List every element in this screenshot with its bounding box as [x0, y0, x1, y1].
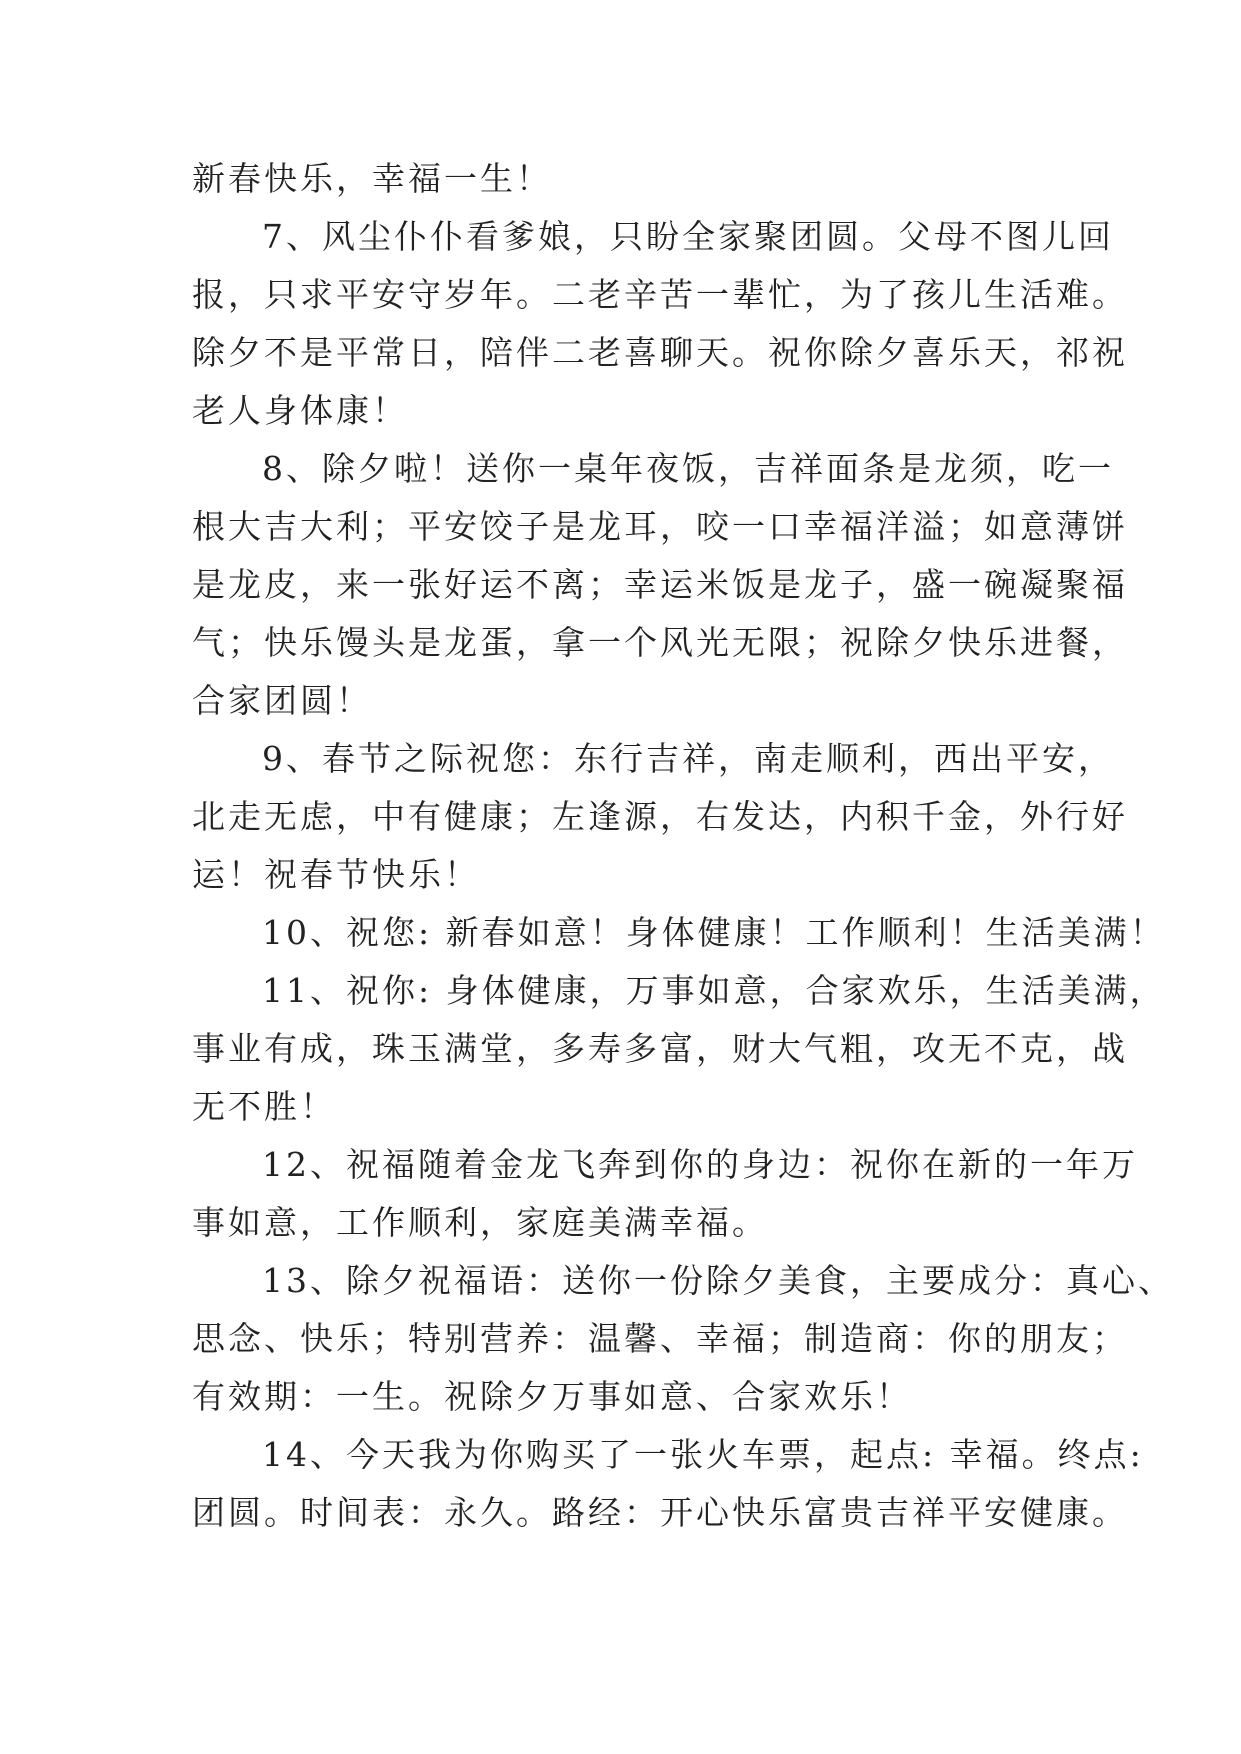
- paragraph-10: [192, 904, 1166, 962]
- paragraph-1: [192, 150, 1072, 208]
- text-line: 事业有成，珠玉满堂，多寿多富，财大气粗，攻无不克，战: [192, 1029, 1128, 1068]
- text-line: 除夕不是平常日，陪伴二老喜聊天。祝你除夕喜乐天，祁祝: [192, 333, 1128, 372]
- text-line: 11、祝你: 身体健康，万事如意，合家欢乐，生活美满，: [262, 971, 1166, 1010]
- text-line: 14、今天我为你购买了一张火车票，起点: 幸福。终点:: [262, 1435, 1144, 1474]
- text-line: 北走无虑，中有健康；左逢源，右发达，内积千金，外行好: [192, 797, 1128, 836]
- paragraph-11: [192, 962, 1166, 1136]
- text-line: 8、除夕啦！送你一桌年夜饭，吉祥面条是龙须，吃一: [262, 449, 1114, 488]
- text-line: 无不胜！: [192, 1087, 336, 1126]
- paragraph-13: [192, 1252, 1174, 1426]
- paragraph-12: [192, 1136, 1138, 1252]
- text-line: 13、除夕祝福语：送你一份除夕美食，主要成分：真心、: [262, 1261, 1174, 1300]
- text-line: 12、祝福随着金龙飞奔到你的身边：祝你在新的一年万: [262, 1145, 1138, 1184]
- text-line: 事如意，工作顺利，家庭美满幸福。: [192, 1203, 768, 1242]
- text-line: 10、祝您: 新春如意！身体健康！工作顺利！生活美满！: [262, 913, 1166, 952]
- text-line: 报，只求平安守岁年。二老辛苦一辈忙，为了孩儿生活难。: [192, 275, 1128, 314]
- paragraph-7: [192, 208, 1128, 440]
- text-line: 老人身体康！: [192, 391, 408, 430]
- text-line: 合家团圆！: [192, 681, 372, 720]
- text-line: 是龙皮，来一张好运不离；幸运米饭是龙子，盛一碗凝聚福: [192, 565, 1128, 604]
- text-line: 7、风尘仆仆看爹娘，只盼全家聚团圆。父母不图儿回: [262, 217, 1114, 256]
- paragraph-8: [192, 440, 1128, 730]
- text-line: 9、春节之际祝您：东行吉祥，南走顺利，西出平安，: [262, 739, 1114, 778]
- text-line: 运！祝春节快乐！: [192, 855, 480, 894]
- text-line: 新春快乐，幸福一生！: [192, 159, 552, 198]
- paragraph-14: [192, 1426, 1144, 1542]
- text-line: 团圆。时间表：永久。路经：开心快乐富贵吉祥平安健康。: [192, 1493, 1128, 1532]
- text-line: 有效期：一生。祝除夕万事如意、合家欢乐！: [192, 1377, 912, 1416]
- document-body: [192, 150, 1174, 1542]
- text-line: 根大吉大利；平安饺子是龙耳，咬一口幸福洋溢；如意薄饼: [192, 507, 1128, 546]
- paragraph-9: [192, 730, 1128, 904]
- text-line: 气；快乐馒头是龙蛋，拿一个风光无限；祝除夕快乐进餐，: [192, 623, 1128, 662]
- text-line: 思念、快乐；特别营养：温馨、幸福；制造商：你的朋友；: [192, 1319, 1128, 1358]
